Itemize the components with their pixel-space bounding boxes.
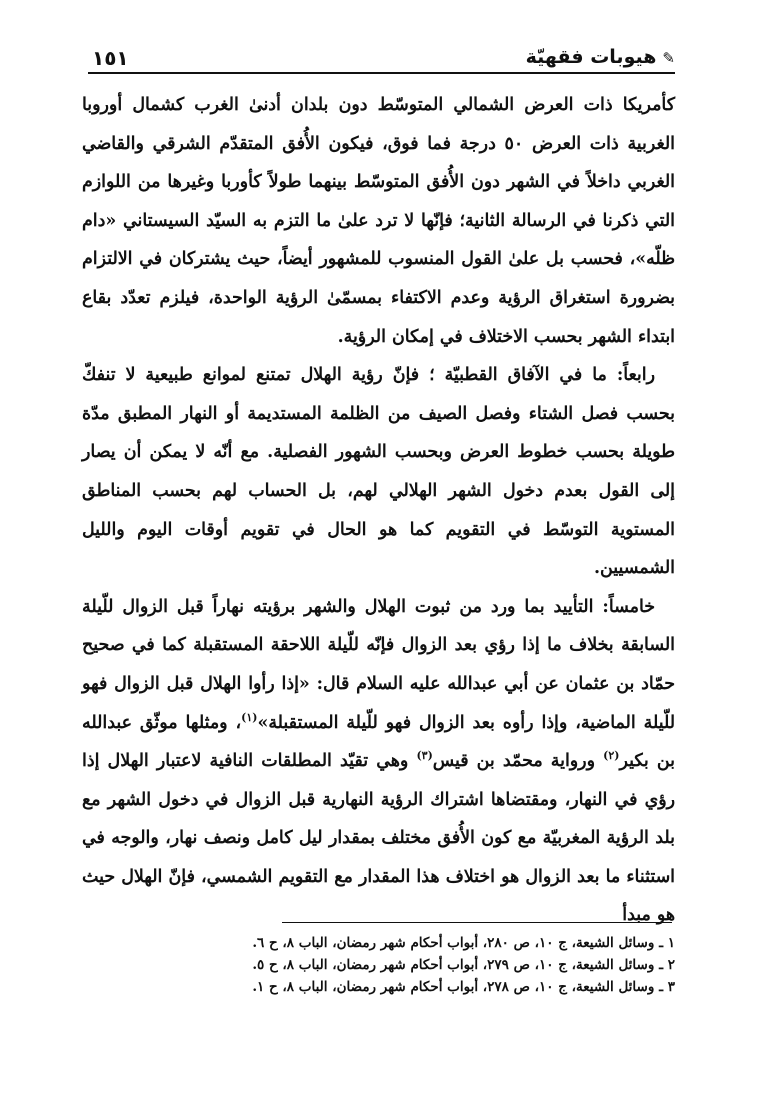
running-title-text: هيوبات فقهيّة — [525, 46, 657, 68]
footnote-2: ٢ ـ وسائل الشيعة، ج ١٠، ص ٢٧٩، أبواب أحكام شهر رمضان، الباب ٨، ح ٥. — [252, 957, 675, 973]
footnote-ref-1[interactable]: (١) — [241, 710, 258, 724]
footnote-divider — [282, 922, 672, 923]
pen-icon: ✎ — [662, 49, 675, 67]
page-number: ١٥١ — [92, 46, 129, 70]
running-title — [526, 46, 675, 68]
paragraph-3-part-3: ورواية محمّد بن قيس — [432, 751, 604, 772]
paragraph-3-part-1: خامساً: التأييد بما ورد من ثبوت الهلال والشهر برؤيته نهاراً قبل الزوال للّيلة السابقة بخلاف ما إذا رؤي بعد الزوال فإنّه للّيلة اللاحقة المستقبلة كما في صحيح حمّاد بن عثمان عن أبي عبدالله عليه السلام قال: «إذا رأوا الهلال قبل الزوال فهو للّيلة الماضية، وإذا رأوه بعد الزوال فهو للّيلة المستقبلة» — [82, 596, 676, 733]
footnotes — [100, 932, 675, 998]
paragraph-2: رابعاً: ما في الآفاق القطبيّة ؛ فإنّ رؤية الهلال تمتنع لموانع طبيعية لا تنفكّ بحسب فصل الشتاء وفصل الصيف من الظلمة المستديمة أو النهار المطبق مدّة طويلة بحسب خطوط العرض وبحسب الشهور الفصلية. مع أنّه لا يمكن أن يصار إلى القول بعدم دخول الشهر الهلالي لهم، بل الحساب لهم بحسب المناطق المستوية التوسّط في التقويم كما هو الحال في تقويم أوقات اليوم والليل الشمسيين. — [82, 365, 675, 579]
paragraph-3 — [82, 588, 675, 935]
header-divider — [88, 72, 675, 74]
page-header — [88, 44, 675, 72]
body-text — [82, 86, 675, 935]
paragraph-3-part-4: وهي تقيّد المطلقات النافية لاعتبار الهلال إذا رؤي في النهار، ومقتضاها اشتراك الرؤية النهارية قبل الزوال في دخول الشهر مع بلد الرؤية المغربيّة مع كون الأُفق مختلف بمقدار ليل كامل ونصف نهار، والوجه في استثناء ما بعد الزوال هو اختلاف هذا المقدار مع التقويم الشمسي، فإنّ الهلال حيث هو مبدأ — [82, 751, 675, 926]
paragraph-3-part-2: ، ومثلها موثّق عبدالله بن بكير — [82, 712, 676, 772]
footnote-ref-3[interactable]: (٣) — [416, 749, 433, 763]
footnote-ref-2[interactable]: (٢) — [603, 749, 620, 763]
footnote-1: ١ ـ وسائل الشيعة، ج ١٠، ص ٢٨٠، أبواب أحكام شهر رمضان، الباب ٨، ح ٦. — [252, 935, 675, 951]
footnote-3: ٣ ـ وسائل الشيعة، ج ١٠، ص ٢٧٨، أبواب أحكام شهر رمضان، الباب ٨، ح ١. — [252, 979, 675, 995]
paragraph-1: كأمريكا ذات العرض الشمالي المتوسّط دون بلدان أدنىٰ الغرب كشمال أوروبا الغربية ذات العرض ٥٠ درجة فما فوق، فيكون الأُفق المتقدّم الشرقي والقاضي الغربي داخلاً في الشهر دون الأُفق المتوسّط بينهما طولاً كأوربا وغيرها من اللوازم التي ذكرنا في الرسالة الثانية؛ فإنّها لا ترد علىٰ ما التزم به السيّد السيستاني «دام ظلّه»، فحسب بل علىٰ القول المنسوب للمشهور أيضاً، حيث يشتركان في الالتزام بضرورة استغراق الرؤية وعدم الاكتفاء بمسمّىٰ الرؤية الواحدة، فيلزم تعدّد بقاع ابتداء الشهر بحسب الاختلاف في إمكان الرؤية. — [82, 95, 675, 347]
